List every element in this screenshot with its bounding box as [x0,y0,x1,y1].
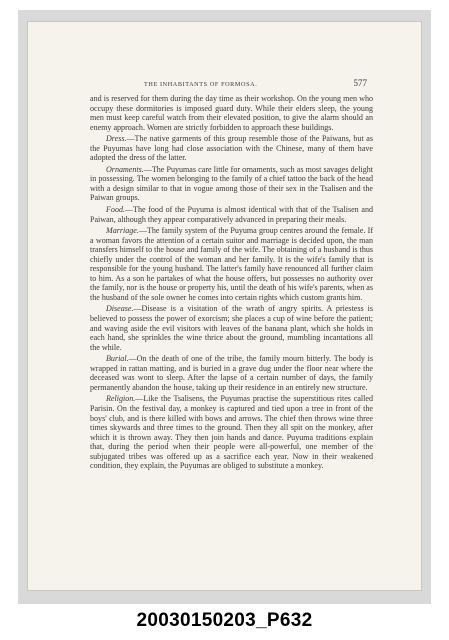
paragraph-text: —Disease is a visitation of the wrath of angry spirits. A priestess is believed to possess the power of exorcism; she places a cup of wine before the patient; and waving aside the evil visitors with leaves of the banana plant, which she holds in each hand, she sprinkles the wine thrice about the ground, mumbling incantations all the while. [90,304,373,352]
paragraph-text: —Like the Tsalisens, the Puyumas practise the superstitious rites called Parisin. On the festival day, a monkey is captured and tied upon a tree in front of the boys' club, and is there killed with bows and arrows. The chief then throws wine three times skywards and three times to the ground. Then they all spit on the monkey, after which it is thrown away. They then join hands and dance. Puyuma traditions explain that, during the period when their people were all-powerful, one member of the subjugated tribes was offered up as a sacrifice each year. Now in their weakened condition, they explain, the Puyumas are obliged to substitute a monkey. [90,394,373,471]
paragraph-religion [90,394,373,470]
paragraph-text: —The food of the Puyuma is almost identical with that of the Tsalisen and Paiwan, although they appear comparatively advanced in preparing their meals. [90,205,373,224]
section-heading: Marriage. [106,226,139,236]
image-id-caption: 20030150203_P632 [136,610,313,631]
section-heading: Religion. [106,394,136,404]
paragraph-text: —On the death of one of the tribe, the family mourn bitterly. The body is wrapped in rattan matting, and is buried in a grave dug under the floor near where the deceased was wont to sleep. After the lapse of a certain number of days, the family permanently abandon the house, taking up their residence in an entirely new structure. [90,354,373,392]
paragraph-marriage [90,226,373,302]
paragraph-food [90,205,373,224]
page-number: 577 [353,78,367,88]
paragraph-dress [90,134,373,163]
section-heading: Dress. [106,134,127,144]
running-title: THE INHABITANTS OF FORMOSA. [144,81,258,88]
paragraph-text: and is reserved for them during the day time as their workshop. On the young men who occupy these dormitories is imposed guard duty. While their elders sleep, the young men must keep careful watch from their elevated position, to give the alarm should an enemy approach. Women are strictly forbidden to approach these buildings. [90,94,373,132]
body-text [90,94,373,471]
running-head [90,78,373,94]
section-heading: Ornaments. [106,164,144,174]
section-heading: Burial. [106,354,129,364]
paragraph-continuation [90,94,373,132]
paragraph-burial [90,354,373,392]
paragraph-disease [90,304,373,352]
book-page [28,22,421,590]
paragraph-ornaments [90,165,373,203]
section-heading: Food. [106,205,125,215]
paragraph-text: —The family system of the Puyuma group centres around the female. If a woman favors the attention of a certain suitor and marriage is decided upon, the man transfers himself to the house and family of the wife. The obtaining of a husband is thus chiefly under the control of the woman and her family. It is the wife's family that is responsible for the young husband. The latter's family have renounced all further claim to him. As a son he partakes of what the house offers, but possesses no authority over the family, nor is the house or property his, until the death of his wife's parents, when as the husband of the sole owner he comes into certain rights which custom grants him. [90,226,373,302]
paragraph-text: —The Puyumas care little for ornaments, such as most savages delight in possessing. The women belonging to the family of a chief tattoo the back of the head with a design similar to that in vogue among those of their sex in the Tsalisen and the Paiwan groups. [90,164,373,203]
paragraph-text: —The native garments of this group resemble those of the Paiwans, but as the Puyumas have long had close association with the Chinese, many of them have adopted the dress of the latter. [90,134,373,163]
section-heading: Disease. [106,304,134,314]
